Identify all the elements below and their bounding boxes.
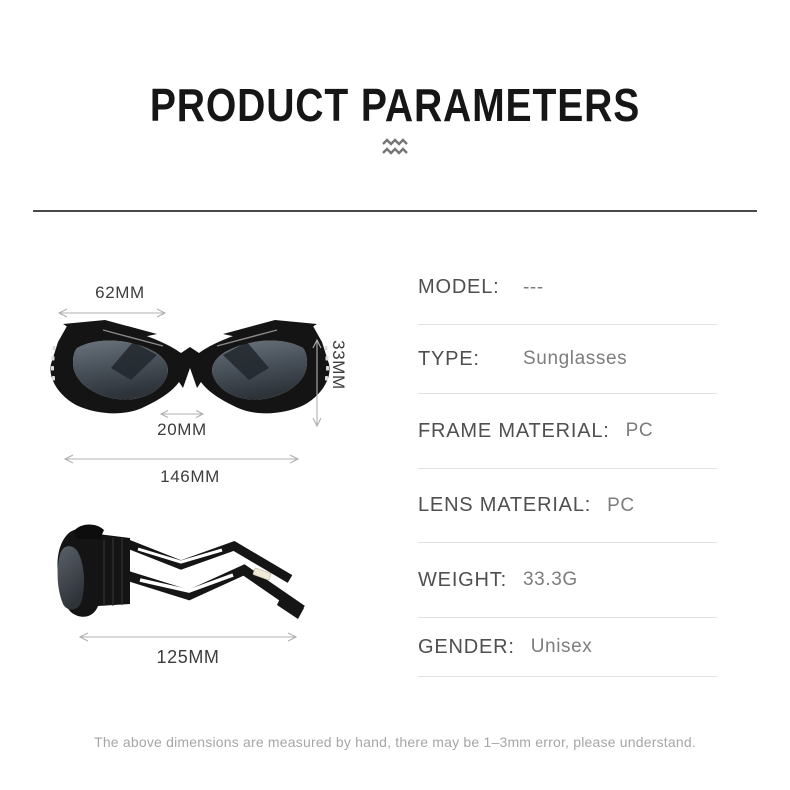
sunglasses-side-photo (50, 518, 312, 626)
bridge-width-arrow (159, 408, 205, 420)
temple-length-arrow (78, 631, 298, 643)
param-value: Unisex (530, 636, 593, 657)
param-label: GENDER: (418, 635, 515, 658)
param-row-weight (418, 543, 717, 618)
frame-width-arrow (63, 453, 300, 465)
param-value: Sunglasses (523, 348, 628, 369)
parameter-table (418, 251, 717, 677)
page-title: PRODUCT PARAMETERS (149, 79, 641, 131)
param-label: LENS MATERIAL: (418, 494, 592, 516)
param-value: --- (523, 276, 544, 298)
temple-length-label: 125MM (156, 647, 220, 667)
param-row-gender (418, 618, 717, 677)
lens-width-label: 62MM (95, 283, 145, 302)
param-value: PC (625, 420, 654, 441)
param-label: MODEL: (418, 276, 500, 298)
param-row-frame-material (418, 394, 717, 469)
param-label: TYPE: (418, 347, 480, 370)
header-divider (33, 210, 757, 212)
measurement-disclaimer: The above dimensions are measured by hand, there may be 1–3mm error, please understand. (94, 734, 696, 750)
param-value: 33.3G (523, 569, 578, 590)
param-label: WEIGHT: (418, 568, 507, 591)
param-row-model (418, 251, 717, 325)
param-row-type (418, 325, 717, 394)
lens-height-label: 33MM (329, 340, 348, 390)
param-row-lens-material (418, 469, 717, 543)
wave-divider-icon (381, 138, 409, 158)
bridge-width-label: 20MM (157, 420, 207, 439)
frame-width-label: 146MM (160, 467, 220, 486)
lens-height-arrow (311, 338, 323, 428)
param-value: PC (607, 494, 635, 516)
param-label: FRAME MATERIAL: (418, 419, 610, 442)
